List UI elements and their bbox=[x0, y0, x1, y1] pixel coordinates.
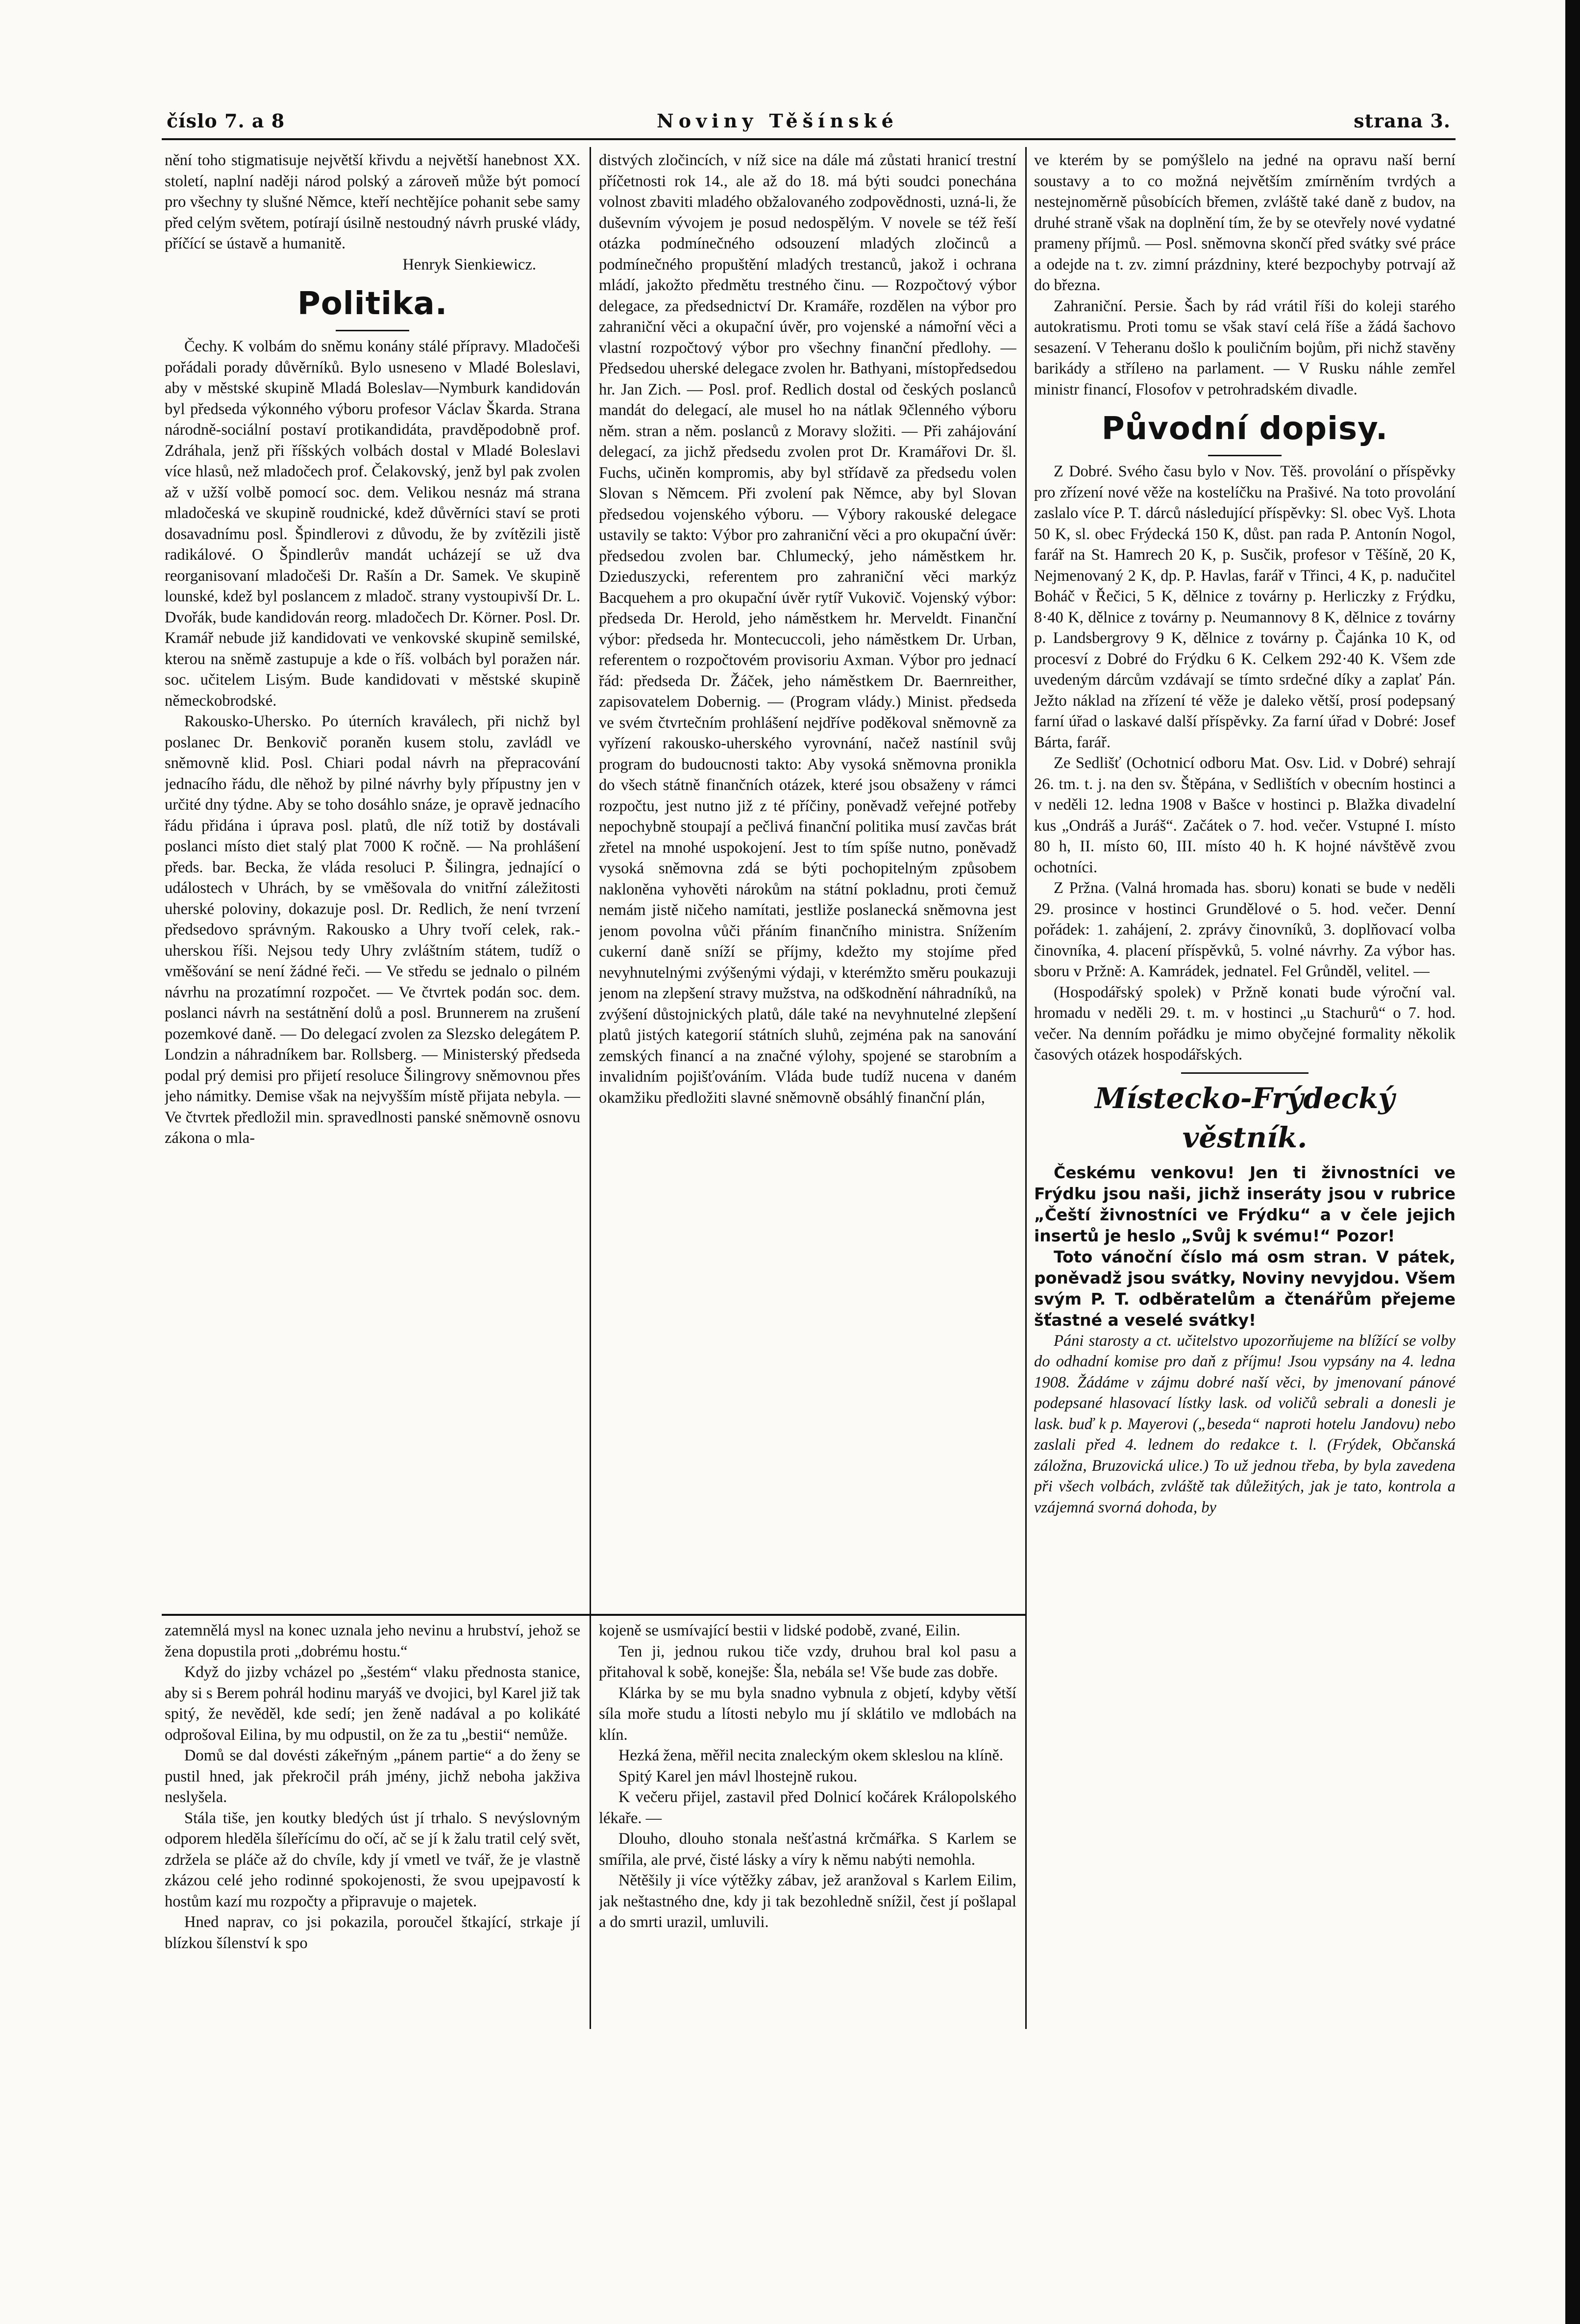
article-text: distvých zločincích, v níž sice na dále má zůstati hranicí trestní příčetnosti rok 14., ale až do 18. má býti soudci ponechána volnost zbaviti mladého obžalovaného zodpovědnosti, uzná-li, že duševním vývojem je posud nedospělým. V novele se též řeší otázka podmínečného odsouzení mladých zločinců a podmínečného propuštění mladých trestanců, jakož i ochrana mládí, jakožto předmětu trestného činu. — Rozpočtový výbor delegace, za předsednictví Dr. Kramáře, rozdělen na výbor pro zahraniční věci a okupační úvěr, pro vojenské a námořní věci a vlastní rozpočtový výbor pro všechny finanční předlohy. — Předsedou uherské delegace zvolen hr. Bathyani, místopředsedou hr. Jan Zich. — Posl. prof. Redlich dostal od českých poslanců mandát do delegací, ale musel ho na nátlak 9členného výboru něm. stran a něm. poslanců z Moravy složiti. — Při zahájování delegací, za jichž předsedu zvolen prot Dr. Kramářovi Dr. šl. Fuchs, učiněn kompromis, aby byl střídavě za předsedu volen Slovan s Němcem. Při zvolení pak Němce, aby byl Slovan předsedou vojenského výboru. — Výbory rakouské delegace ustavily se takto: Výbor pro zahraniční věci a pro okupační úvěr: předsedou zvolen bar. Chlumecký, jeho náměstkem hr. Dzieduszycki, referentem pro zahraniční věci markýz Bacquehem a pro okupační úvěr rytíř Vukovič. Vojenský výbor: předseda Dr. Herold, jeho náměstkem hr. Merveldt. Finanční výbor: předseda hr. Montecuccoli, jeho náměstkem Dr. Urban, referentem o rozpočtovém provisoriu Axman. Výbor pro jednací řád: předseda Dr. Žáček, jeho náměstkem Dr. Baernreither, zapisovatelem Dobernig. — (Program vlády.) Minist. předseda ve svém čtvrtečním prohlášení nejdříve poděkoval sněmovně za vyřízení rakousko-uherského vyrovnání, načež nastínil svůj program do budoucnosti takto: Aby vysoká sněmovna pronikla do všech státně finančních otázek, které jsou obsaženy v rámci rozpočtu, jest nutno již z té příčiny, poněvadž veřejné potřeby nepochybně stoupají a pečlivá finanční politika musí zavčas brát zřetel na mnohé uspokojení. Jest to tím spíše nutno, poněvadž vysoká sněmovna zdá se býti pochopitelným způsobem nakloněna vyhověti nárokům na státní pokladnu, proti čemuž nemám jistě ničeho namítati, jestliže poslanecká sněmovna jest jenom povolna vůči přáním finančního ministra. Snížením cukerní daně sníží se příjmy, kdežto my stojíme před nevyhnutelnými zvýšenými výdaji, v kterémžto směru poukazuji jenom na zlepšení stravy mužstva, na odškodnění náhradníků, na zvýšení důstojnických platů, dále také na nevyhnutelné zlepšení platů jistých kategorií státních sluhů, zejména pak na sanování zemských financí a na značné výlohy, spojené se starobním a invalidním pojišťováním. Vláda bude tudíž nucena v daném okamžiku předložiti slavné sněmovně obsáhlý finanční plán, bbox=[599, 151, 1016, 1107]
article-text: Zahraniční. Persie. Šach by rád vrátil říši do koleji starého autokratismu. Proti tomu se však staví celá říše a žádá šachovo sesazení. V Teheranu došlo k pouličním bojům, při nichž stavěny barikády a střílено na parlament. — V Rusku náhle zemřel ministr financí, Flosofov v petrohradském divadle. bbox=[1034, 297, 1456, 398]
section-title-politika: Politika. bbox=[297, 286, 448, 322]
story-text: Dlouho, dlouho stonala nešťastná krčmářka. S Karlem se smířila, ale prvé, čisté lásky a víry k němu nabýti nemohla. bbox=[599, 1830, 1016, 1869]
section-rule bbox=[1181, 1072, 1308, 1074]
story-text: Hezká žena, měřil necita znaleckým okem skleslou na klíně. bbox=[618, 1747, 1004, 1764]
section-rule bbox=[1208, 455, 1282, 456]
article-text: Čechy. K volbám do sněmu konány stálé přípravy. Mladočeši pořádali porady důvěrníků. Bylo usneseno v Mladé Boleslavi, aby v městské skupině Mladá Boleslav—Nymburk kandidován byl předseda výkonného výboru profesor Václav Škarda. Strana národně-sociální postaví protikandidáta, pravděpodobně prof. Zdráhala, jenž při říšských volbách dostal v Mladé Boleslavi více hlasů, než mladočech prof. Čelakovský, jenž byl pak zvolen až v užší volbě pomocí soc. dem. Velikou nesnáz má strana mladočeská ve skupině roudnické, kdež důvěrníci staví se proti dosavadnímu posl. Špindlerovi z důvodu, že by zvítězili jistě radikálové. O Špindlerův mandát ucházejí se už dva reorganisovaní mladočeši Dr. Rašín a Dr. Samek. Ve skupině lounské, kdež byl poslancem z mladoč. strany vystoupivší Dr. L. Dvořák, bude kandidován reorg. mladočech Dr. Körner. Posl. Dr. Kramář nebude již kandidovati ve venkovské skupině semilské, kterou na sněmě zastupuje a kde o říš. volbách byl poražen nár. soc. učitelem Lisým. Bude kandidovati v městské skupině německobrodské. bbox=[165, 338, 580, 710]
page-number: strana 3. bbox=[1354, 110, 1451, 132]
story-text: Stála tiše, jen koutky bledých úst jí trhalo. S nevýslovným odporem hleděla šíleřícímu do očí, ač se jí k žalu tratil celý svět, zdržela se pláče až do chvíle, kdy jí vmetl ve tvář, že je vlastně zkázou celé jeho rodinné spokojenosti, že svou upejpavostí k hostům kazí mu rozpočty a připravuje o majetek. bbox=[165, 1809, 580, 1910]
column-divider bbox=[1025, 147, 1027, 2029]
column-2 bbox=[599, 150, 1016, 1610]
newspaper-title: Noviny Těšínské bbox=[657, 110, 898, 132]
story-text: Hned naprav, co jsi pokazila, poroučel štkající, strkaje jí blízkou šílenství k spo bbox=[165, 1913, 580, 1952]
article-text: (Hospodářský spolek) v Pržně konati bude výroční val. hromadu v neděli 29. t. m. v hostinci „u Stachurů“ o 7. hod. večer. Na denním pořádku je mimo obyčejné formality několik časových otázek hospodářských. bbox=[1034, 983, 1456, 1063]
column-divider bbox=[590, 147, 591, 2029]
page-header bbox=[167, 107, 1451, 136]
story-text: Spitý Karel jen mávl lhostejně rukou. bbox=[618, 1767, 858, 1785]
column-3 bbox=[1034, 150, 1456, 2194]
story-text: Když do jizby vcházel po „šestém“ vlaku přednosta stanice, aby si s Berem pohrál hodinu maryáš ve dvojici, byl Karel již tak spitý, že nevěděl, kde sedí; jen ženě nadával a po kolikáté odprošoval Eilina, by mu odpustil, on že za tu „bestii“ nemůže. bbox=[165, 1663, 580, 1744]
column-1 bbox=[165, 150, 580, 1610]
story-text: Domů se dal dovésti zákeřným „pánem partie“ a do ženy se pustil hned, jak překročil práh jmény, jichž neboha jakživa neslyšela. bbox=[165, 1747, 580, 1806]
article-text: Ze Sedlišť (Ochotnicí odboru Mat. Osv. Lid. v Dobré) sehrají 26. tm. t. j. na den sv. Štěpána, v Sedlištích v obecním hostinci a v neděli 12. ledna 1908 v Bašce v hostinci p. Blažka divadelní kus „Ondráš a Juráš“. Začátek o 7. hod. večer. Vstupné I. místo 80 h, II. místo 60, III. místo 40 h. K hojné návštěvě zvou ochotníci. bbox=[1034, 754, 1456, 876]
story-text: kojeně se usmívající bestii v lidské podobě, zvané, Eilin. bbox=[599, 1622, 961, 1639]
story-text: K večeru přijel, zastavil před Dolnicí kočárek Králopolského lékaře. — bbox=[599, 1788, 1016, 1827]
scan-edge bbox=[1565, 0, 1580, 2324]
article-text: Z Dobré. Svého času bylo v Nov. Těš. provolání o příspěvky pro zřízení nové věže na kostelíčku na Prašivé. Na toto provolání zaslalo více P. T. dárců následující příspěvky: Sl. obec Vyš. Lhota 50 K, sl. obec Frýdecká 150 K, důst. pan rada P. Antonín Nogol, farář na St. Hamrech 20 K, p. Susčik, profesor v Těšíně, 20 K, Nejmenovaný 2 K, dp. P. Havlas, farář v Třinci, 4 K, p. nadučitel Boháč v Řečici, 5 K, dělnice z továrny p. Herliczky z Frýdku, 8·40 K, dělnice z továrny p. Neumannovy 8 K, dělnice z továrny p. Landsbergrovy 9 K, dělnice z továrny p. Čajánka 10 K, od procesví z Dobré do Frýdku 6 K. Celkem 292·40 K. Všem zde uvedeným dárcům vzdávají se tímto srdečné díky a zaplať Pán. Ježto náklad na zřízení té věže je daleko větší, prosí podepsaný farní úřad o laskavé další příspěvky. Za farní úřad v Dobré: Josef Bárta, farář. bbox=[1034, 463, 1456, 751]
feuilleton-separator bbox=[162, 1614, 1025, 1616]
signature: Henryk Sienkiewicz. bbox=[402, 255, 536, 273]
article-text: Rakousko-Uhersko. Po úterních kraválech, při nichž byl poslanec Dr. Benkovič poraněn kusem stolu, zavládl ve sněmovně klid. Posl. Chiari podal návrh na přepracování jednacího řádu, dle něhož by pilné návrhy byly přípustny jen v určité dny týdne. Aby se toho dosáhlo snáze, je opravě jednacího řádu přidána i úprava posl. platů, dle níž totiž by dostávali poslanci místo diet stalý plat 7000 K ročně. — Na prohlášení předs. bar. Becka, že vláda resoluci P. Šilingra, jednající o událostech v Uhrách, by se vměšovala do vnitřní záležitosti uherské poloviny, dokazuje posl. Dr. Redlich, že není tvrzení předsedovo správným. Rakousko a Uhry tvoří celek, rak.-uherskou říši. Nejsou tedy Uhry zvláštním státem, tudíž o vměšování se není žádné řeči. — Ve středu se jednalo o pilném návrhu na prozatímní rozpočet. — Ve čtvrtek podán soc. dem. poslanci návrh na sestátnění dolů a posl. Brunnerem na zrušení pozemkové daně. — Do delegací zvolen za Slezsko delegátem P. Londzin a náhradníkem bar. Rollsberg. — Ministerský předseda podal prý demisi pro přijetí resoluce Šilingrovy sněmovnou přes jeho námitky. Demise však na nejvyšším místě přijata nebyla. — Ve čtvrtek předložil min. spravedlnosti panské sněmovně osnovu zákona o mla- bbox=[165, 713, 580, 1147]
section-rule bbox=[336, 330, 409, 331]
story-text: Ten ji, jednou rukou tiče vzdy, druhou bral kol pasu a přitahoval k sobě, konejše: Šla, nebála se! Vše bude zas dobře. bbox=[599, 1642, 1016, 1681]
feuilleton-column-2 bbox=[599, 1620, 1016, 2027]
article-text: ve kterém by se pomýšlelo na jedné na opravu naší berní soustavy a to co možná největším zmírněním tvrdých a nestejnoměrně působících břemen, zvláště také daně z budov, na druhé straně však na doplnění tím, že by se otevřely nové vydatné prameny příjmů. — Posl. sněmovna skončí před svátky své práce a odejde na t. zv. zimní prázdniny, které bezpochyby potrvají až do března. bbox=[1034, 151, 1456, 294]
feuilleton-column-1 bbox=[165, 1620, 580, 2027]
notice-text: Toto vánoční číslo má osm stran. V pátek, poněvadž jsou svátky, Noviny nevyjdou. Všem svým P. T. odběratelům a čtenářům přejeme šťastné a veselé svátky! bbox=[1034, 1247, 1456, 1330]
article-text: Z Pržna. (Valná hromada has. sboru) konati se bude v neděli 29. prosince v hostinci Grundělové o 5. hod. večer. Denní pořádek: 1. zahájení, 2. zprávy činovníků, 3. doplňovací volba činovníka, 4. placení příspěvků, 5. volné návrhy. Za výbor has. sboru v Pržně: A. Kamrádek, jednatel. Fel Grůnděl, velitel. — bbox=[1034, 879, 1456, 980]
story-text: zatemnělá mysl na konec uznala jeho nevinu a hrubství, jehož se žena dopustila proti „dobrému hostu.“ bbox=[165, 1622, 580, 1660]
section-title-puvodni-dopisy: Původní dopisy. bbox=[1101, 411, 1388, 447]
section-banner-mistecko-frydecky: Místecko-Frýdecký věstník. bbox=[1095, 1081, 1395, 1154]
article-text: nění toho stigmatisuje největší křivdu a největší hanebnost XX. století, naplní naději národ polský a zároveň může být pomocí pro všechny ty slušné Němce, kteří nechtějíce pohanit sebe samy před celým světem, potírají úsilně nestoudný návrh pruské vlády, příčící se ústavě a humanitě. bbox=[165, 151, 580, 252]
header-rule bbox=[162, 138, 1456, 140]
notice-text: Českému venkovu! Jen ti živnostníci ve Frýdku jsou naši, jichž inseráty jsou v rubrice „Čeští živnostníci ve Frýdku“ a v čele jejich insertů je heslo „Svůj k svému!“ Pozor! bbox=[1034, 1162, 1456, 1245]
story-text: Klárka by se mu byla snadno vybnula z objetí, kdyby větší síla moře studu a lítosti nebylo mu jí sklátilo ve mdlobách na klín. bbox=[599, 1684, 1016, 1744]
issue-number: číslo 7. a 8 bbox=[167, 110, 285, 132]
story-text: Nětěšily ji více výtěžky zábav, jež aranžoval s Karlem Eilim, jak neštastného dne, kdy ji tak bezohledně snížil, čest jí pošlapal a do smrti urazil, umluvili. bbox=[599, 1872, 1016, 1931]
notice-text: Páni starosty a ct. učitelstvo upozorňujeme na blížící se volby do odhadní komise pro daň z příjmu! Jsou vypsány na 4. ledna 1908. Žádáme v zájmu dobré naší věci, by jmenovaní pánové podepsané hlasovací lístky lask. od voličů sebrali a donesli je lask. buď k p. Mayerovi („beseda“ naproti hotelu Jandovu) nebo zaslali před 4. lednem do redakce t. l. (Frýdek, Občanská záložna, Bruzovická ulice.) To už jednou třeba, by byla zavedena při všech volbách, zvláště tak důležitých, jak je tato, kontrola a vzájemná svorná dohoda, by bbox=[1034, 1332, 1456, 1516]
